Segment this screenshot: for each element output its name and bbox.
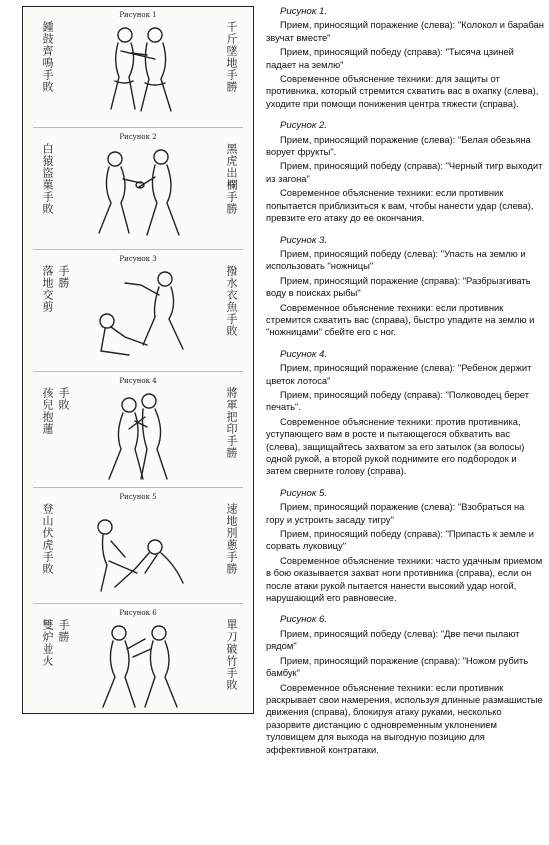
modern-explanation: Современное объяснение техники: часто удачным приемом в бою оказывается захват ноги противника (справа), если он после атаки рукой пытается нанести высокий удар ногой, нарушающий его равновесие.	[266, 554, 543, 604]
modern-explanation: Современное объяснение техники: если противник раскрывает свои намерения, используя длинные размашистые движения (справа), блокируя атаку руками, несколько разорвите дистанцию с одновременным уклонением туловищем для выхода на выгодную позицию для эффективной контратаки.	[266, 681, 543, 755]
technique-name: Прием, приносящий победу (справа): "Тысяча цзиней падает на землю"	[266, 46, 514, 70]
entry-title: Рисунок 5.	[280, 487, 328, 499]
figure-panel-5	[23, 489, 253, 601]
cjk-right-label: 單刀破竹手敗	[225, 619, 238, 691]
figure-caption: Рисунок 2	[119, 133, 157, 141]
technique-name: Прием, приносящий поражение (справа): "Ножом рубить бамбук"	[266, 654, 529, 679]
fighters-illustration-6	[85, 619, 193, 715]
cjk-left-label: 鍾鼓齊鳴手敗	[41, 21, 54, 93]
figure-caption: Рисунок 5	[119, 493, 157, 501]
technique-entry-2	[266, 120, 544, 224]
entry-title: Рисунок 2.	[280, 120, 328, 132]
figure-caption: Рисунок 3	[119, 255, 157, 263]
entry-title: Рисунок 4.	[280, 348, 328, 360]
technique-name: Прием, приносящий поражение (справа): "Разбрызгивать воду в поисках рыбы"	[266, 274, 531, 299]
technique-name: Прием, приносящий победу (справа): "Полководец берет печать".	[266, 388, 529, 413]
technique-entry-1	[266, 6, 544, 110]
cjk-left-label-2: 手勝	[57, 619, 70, 643]
figure-caption: Рисунок 1	[119, 11, 157, 19]
technique-entry-5	[266, 488, 544, 605]
fighters-illustration-3	[85, 265, 193, 361]
fighters-illustration-2	[85, 143, 193, 239]
fighters-illustration-5	[85, 503, 193, 599]
entry-title: Рисунок 3.	[280, 234, 328, 246]
technique-entry-6	[266, 614, 544, 755]
modern-explanation: Современное объяснение техники: против противника, уступающего вам в росте и пытающегося обхватить вас (слева), защищайтесь захватом за его затылок (за волосы) одной рукой, а второй рукой поднимите его подбородок и затем сверните голову (справа).	[266, 415, 525, 477]
technique-name: Прием, приносящий победу (справа): "Черный тигр выходит из загона"	[266, 160, 543, 184]
modern-explanation: Современное объяснение техники: если противник стремится схватить вас (справа), быстро упадите на землю и "ножницами" сбейте его с ног.	[266, 301, 535, 338]
cjk-left-label: 白猿盜菓手敗	[41, 143, 54, 215]
technique-name: Прием, приносящий поражение (слева): "Белая обезьяна ворует фрукты".	[266, 133, 531, 158]
explanations-column	[266, 6, 544, 766]
cjk-left-label: 登山伏虎手敗	[41, 503, 54, 575]
modern-explanation: Современное объяснение техники: для защиты от противника, который стремится схватить вас в охапку (слева), уходите при помощи понижения центра тяжести (справа).	[266, 73, 539, 109]
technique-name: Прием, приносящий победу (слева): "Упасть на землю и использовать "ножницы"	[266, 247, 526, 272]
fighters-illustration-1	[85, 21, 193, 117]
cjk-right-label: 千斤墜地手勝	[225, 21, 238, 93]
entry-title: Рисунок 6.	[280, 614, 328, 626]
cjk-left-label: 雙炉並火	[41, 619, 54, 667]
fighters-illustration-4	[85, 387, 193, 483]
cjk-right-label: 將軍把印手勝	[225, 387, 238, 459]
cjk-left-label: 孩兒抱蓮	[41, 387, 54, 435]
technique-entry-4	[266, 349, 544, 478]
technique-name: Прием, приносящий победу (слева): "Две печи пылают рядом"	[266, 627, 520, 652]
entry-title: Рисунок 1.	[280, 6, 328, 17]
figure-panel-3	[23, 251, 253, 369]
modern-explanation: Современное объяснение техники: если противник попытается приблизиться к вам, чтобы нанести удар (слева), превзите его атаку до ее окончания.	[266, 187, 534, 224]
cjk-right-label: 黑虎出欄手勝	[225, 143, 238, 215]
figure-caption: Рисунок 4	[119, 377, 157, 385]
cjk-right-label: 撥水衣魚手敗	[225, 265, 238, 337]
technique-entry-3	[266, 235, 544, 339]
figure-panel-1	[23, 7, 253, 125]
technique-name: Прием, приносящий поражение (слева): "Ребенок держит цветок лотоса"	[266, 362, 532, 386]
figure-panel-4	[23, 373, 253, 485]
technique-name: Прием, приносящий поражение (слева): "Колокол и барабан звучат вместе"	[266, 19, 544, 43]
illustration-scroll	[22, 6, 254, 714]
technique-name: Прием, приносящий поражение (слева): "Взобраться на гору и устроить засаду тигру"	[266, 501, 525, 525]
technique-name: Прием, приносящий победу (справа): "Припасть к земле и сорвать луковицу"	[266, 528, 534, 552]
cjk-left-label-2: 手敗	[57, 387, 70, 411]
cjk-right-label: 速地別蔥手勝	[225, 503, 238, 575]
figure-panel-6	[23, 605, 253, 713]
figure-caption: Рисунок 6	[119, 609, 157, 617]
cjk-left-label-2: 手勝	[57, 265, 70, 289]
figure-panel-2	[23, 129, 253, 247]
cjk-left-label: 落地交剪	[41, 265, 54, 313]
